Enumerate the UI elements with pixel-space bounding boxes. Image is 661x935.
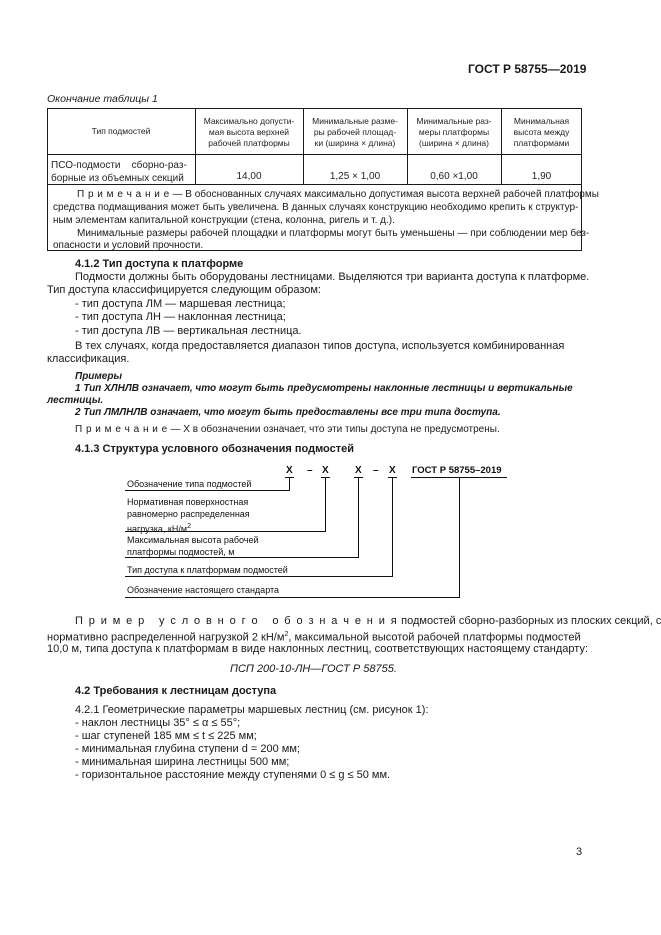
section-title-4-1-2: 4.1.2 Тип доступа к платформе	[75, 258, 244, 270]
list-item: - минимальная глубина ступени d = 200 мм;	[75, 743, 300, 755]
designation-example: П р и м е р у с л о в н о г о о б о з н а ч е н и я подмостей сборно-разборных из плоских секций, с	[75, 615, 661, 627]
table-note: П р и м е ч а н и е — В обоснованных случаях максимально допустимая высота верхней рабочей платформы	[77, 189, 599, 200]
access-note: П р и м е ч а н и е — Х в обозначении означает, что эти типы доступа не предусмотрены.	[75, 424, 500, 435]
col-header-max-height: Максимально допусти- мая высота верхней рабочей платформы	[203, 116, 295, 148]
table-note-line: ным элементам капитальной конструкции (стена, колонна, ригель и т. д.).	[53, 215, 395, 226]
mark-dash1: –	[307, 465, 313, 476]
table-note-line: Минимальные размеры рабочей площадки и платформы могут быть уменьшены — при соблюдении мер без-	[77, 228, 590, 239]
label-height-1: Максимальная высота рабочей	[127, 535, 259, 545]
label-standard: Обозначение настоящего стандарта	[127, 585, 280, 595]
paragraph: классификация.	[47, 353, 130, 365]
label-load-2: равномерно распределенная	[127, 509, 250, 519]
designation-example-line: 10,0 м, типа доступа к платформам в виде наклонных лестниц, соответствующих настоящему стандарту:	[47, 643, 588, 655]
row-area: 1,25 × 1,00	[329, 171, 381, 182]
designation-code: ПСП 200-10-ЛН—ГОСТ Р 58755.	[230, 663, 397, 675]
document-id: ГОСТ Р 58755—2019	[468, 62, 587, 76]
example-2: 2 Тип ЛМЛНЛВ означает, что могут быть предоставлены все три типа доступа.	[75, 407, 501, 418]
mark-standard: ГОСТ Р 58755–2019	[412, 465, 502, 476]
list-item: - горизонтальное расстояние между ступенями 0 ≤ g ≤ 50 мм.	[75, 769, 391, 781]
table-note-line: опасности и условий прочности.	[53, 240, 204, 251]
examples-title: Примеры	[75, 371, 123, 382]
paragraph: 4.2.1 Геометрические параметры маршевых лестниц (см. рисунок 1):	[75, 704, 429, 716]
list-item: - минимальная ширина лестницы 500 мм;	[75, 756, 290, 768]
mark-x1: Х	[286, 465, 293, 476]
paragraph: В тех случаях, когда предоставляется диапазон типов доступа, используется комбинированная	[75, 340, 565, 352]
label-height-2: платформы подмостей, м	[127, 547, 235, 557]
col-header-min-platform: Минимальные раз- меры платформы (ширина × длина)	[416, 116, 492, 148]
list-item: - тип доступа ЛМ — маршевая лестница;	[75, 298, 286, 310]
mark-x3: Х	[355, 465, 362, 476]
section-title-4-2: 4.2 Требования к лестницам доступа	[75, 685, 277, 697]
label-access: Тип доступа к платформам подмостей	[127, 565, 288, 575]
specs-table	[47, 108, 599, 251]
table-caption: Окончание таблицы 1	[47, 93, 158, 105]
row-platform: 0,60 ×1,00	[430, 171, 478, 182]
page-number: 3	[576, 846, 583, 858]
col-header-min-between: Минимальная высота между платформами	[513, 116, 570, 148]
label-load-3: нагрузка, $кН/м^2$	[127, 523, 191, 534]
label-type: Обозначение типа подмостей	[127, 479, 252, 489]
list-item: - шаг ступеней 185 мм ≤ t ≤ 225 мм;	[75, 730, 257, 742]
row-height: 14,00	[236, 171, 262, 182]
list-item: - тип доступа ЛН — наклонная лестница;	[75, 311, 286, 323]
paragraph: Тип доступа классифицируется следующим образом:	[47, 284, 321, 296]
col-header-min-area: Минимальные разме- ры рабочей площад- ки (ширина × длина)	[312, 116, 398, 148]
list-item: - наклон лестницы 35° ≤ α ≤ 55°;	[75, 717, 241, 729]
row-between: 1,90	[531, 171, 552, 182]
section-title-4-1-3: 4.1.3 Структура условного обозначения подмостей	[75, 443, 355, 455]
mark-x2: Х	[322, 465, 329, 476]
designation-example-line: нормативно распределенной нагрузкой 2 $кН/м^2$, максимальной высотой рабочей платформы подмостей	[47, 631, 581, 644]
row-name: ПСО-подмости сборно-раз- борные из объемных секций	[51, 160, 187, 184]
paragraph: Подмости должны быть оборудованы лестницами. Выделяются три варианта доступа к платформе.	[75, 271, 590, 283]
table-note-line: средства подмащивания может быть увеличена. В данных случаях конструкцию необходимо крепить к структур-	[53, 202, 579, 213]
example-1: 1 Тип ХЛНЛВ означает, что могут быть предусмотрены наклонные лестницы и вертикальные	[75, 383, 573, 394]
mark-dash2: –	[373, 465, 379, 476]
mark-x4: Х	[389, 465, 396, 476]
example-1-cont: лестницы.	[47, 395, 104, 406]
col-header-type: Тип подмостей	[91, 126, 151, 136]
label-load-1: Нормативная поверхностная	[127, 497, 249, 507]
list-item: - тип доступа ЛВ — вертикальная лестница.	[75, 325, 302, 337]
